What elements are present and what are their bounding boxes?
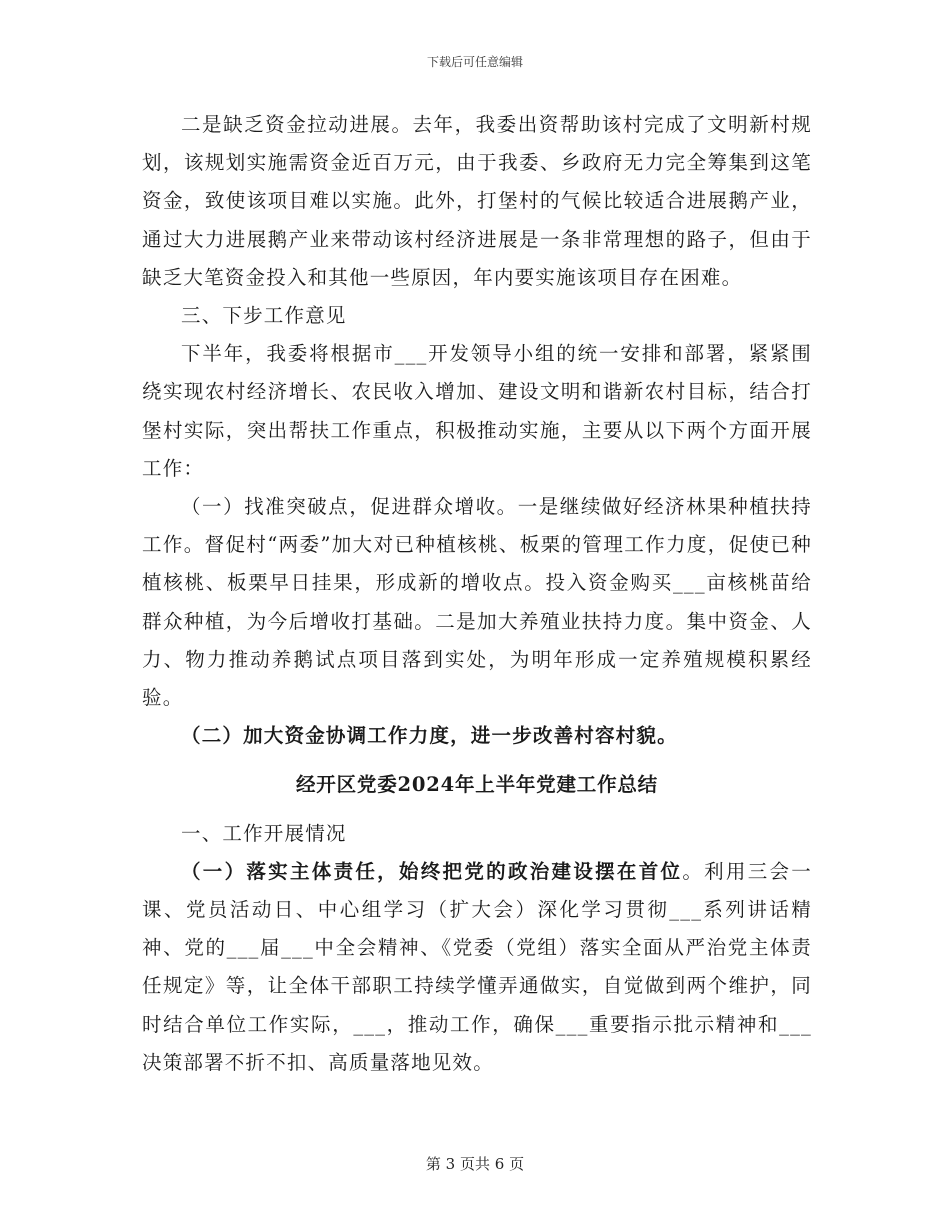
paragraph-funding-shortage: 二是缺乏资金拉动进展。去年，我委出资帮助该村完成了文明新村规划，该规划实施需资金近百万元，由于我委、乡政府无力完全筹集到这笔资金，致使该项目难以实施。此外，打堡村的气候比较适合进展鹅产业，通过大力进展鹅产业来带动该村经济进展是一条非常理想的路子，但由于缺乏大笔资金投入和其他一些原因，年内要实施该项目存在困难。 [142, 113, 812, 289]
paragraph-lead-bold: （一）落实主体责任，始终把党的政治建设摆在首位 [181, 859, 683, 883]
paragraph-breakthrough: （一）找准突破点，促进群众增收。一是继续做好经济林果种植扶持工作。督促村“两委”加大对已种植核桃、板栗的管理工作力度，促使已种植核桃、板栗早日挂果，形成新的增收点。投入资金购买___亩核桃苗给群众种植，为今后增收打基础。二是加大养殖业扶持力度。集中资金、人力、物力推动养鹅试点项目落到实处，为明年形成一定养殖规模积累经验。 [142, 495, 812, 710]
page-header: 下载后可任意编辑 [426, 55, 523, 69]
document-body [142, 106, 812, 1082]
paragraph-rest: 。利用三会一课、党员活动日、中心组学习（扩大会）深化学习贯彻___系列讲话精神、党的___届___中全会精神、《党委（党组）落实全面从严治党主体责任规定》等，让全体干部职工持续学懂弄通做实，自觉做到两个维护，同时结合单位工作实际，___，推动工作，确保___重要指示批示精神和___决策部署不折不扣、高质量落地见效。 [142, 859, 812, 1074]
paragraph-main-responsibility [142, 853, 812, 1082]
heading-next-steps: 三、下步工作意见 [181, 304, 347, 328]
page-footer: 第 3 页共 6 页 [425, 1155, 525, 1173]
subheading-funding-coordination: （二）加大资金协调工作力度，进一步改善村容村貌。 [181, 724, 678, 748]
heading-work-status: 一、工作开展情况 [181, 821, 347, 845]
section-title: 经开区党委2024年上半年党建工作总结 [296, 773, 658, 797]
paragraph-second-half-plan: 下半年，我委将根据市___开发领导小组的统一安排和部署，紧紧围绕实现农村经济增长、农民收入增加、建设文明和谐新农村目标，结合打堡村实际，突出帮扶工作重点，积极推动实施，主要从以下两个方面开展工作： [142, 342, 812, 480]
